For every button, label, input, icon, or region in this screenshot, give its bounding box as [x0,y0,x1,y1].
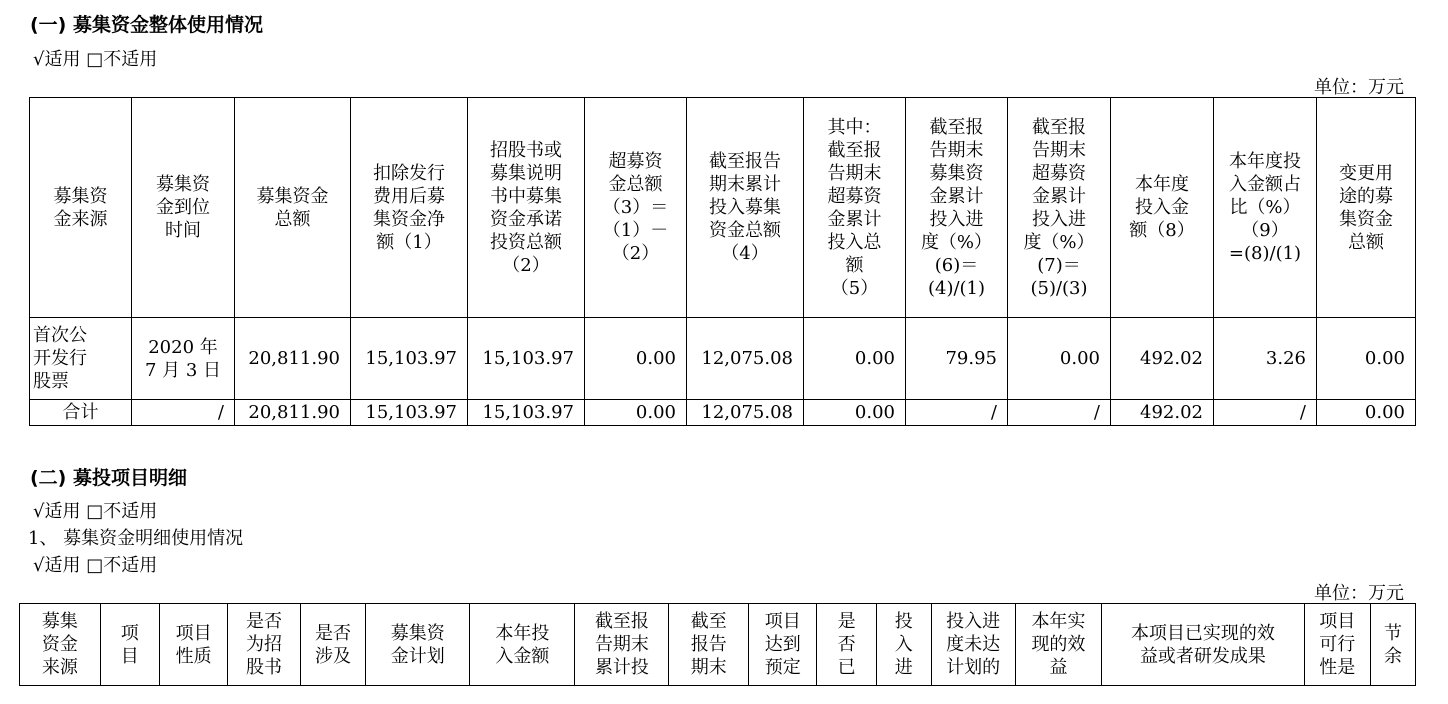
table-cell: / [132,400,235,426]
column-header: 投入进 度未达 计划的 [931,604,1015,686]
table-cell: / [1008,400,1111,426]
column-header: 超募资 金总额 （3）＝ （1）－ （2） [585,98,687,318]
column-header: 是否 涉及 [300,604,365,686]
column-header: 节 余 [1370,604,1415,686]
column-header: 项目 达到 预定 [749,604,817,686]
column-header: 本年度 投入金 额（8） [1111,98,1214,318]
column-header: 是否 为招 股书 [228,604,301,686]
table-cell: 0.00 [1008,318,1111,400]
column-header: 募集资金 总额 [235,98,351,318]
column-header: 本项目已实现的效 益或者研发成果 [1102,604,1304,686]
column-header: 募集资 金来源 [30,98,132,318]
table-header-row [20,604,1416,686]
column-header: 本年投 入金额 [470,604,575,686]
column-header: 投 入 进 [876,604,931,686]
table-cell: / [906,400,1008,426]
fund-overview-table [29,97,1416,426]
table-cell: / [1214,400,1317,426]
unit-label: 单位：万元 [1314,77,1404,98]
row-label-cell: 合计 [30,400,132,426]
table-cell: 12,075.08 [687,318,804,400]
subsection-title: 1、 募集资金明细使用情况 [28,528,244,549]
row-label-cell: 首次公 开发行 股票 [30,318,132,400]
column-header: 截至 报告 期末 [669,604,749,686]
column-header: 本年度投 入金额占 比（%） （9） =(8)/(1) [1214,98,1317,318]
table-cell: 15,103.97 [468,318,585,400]
table-cell: 0.00 [585,318,687,400]
column-header: 是 否 已 [817,604,876,686]
table-cell: 0.00 [804,318,906,400]
table-cell: 2020 年 7 月 3 日 [132,318,235,400]
column-header: 其中： 截至报 告期末 超募资 金累计 投入总 额 （5） [804,98,906,318]
table-cell: 0.00 [585,400,687,426]
column-header: 截至报 告期末 累计投 [575,604,669,686]
column-header: 截至报告 期末累计 投入募集 资金总额 （4） [687,98,804,318]
applicable-checkbox-line: √适用 □不适用 [33,501,158,522]
table-cell: 492.02 [1111,400,1214,426]
section2-title: (二) 募投项目明细 [30,467,187,489]
table-cell: 0.00 [1317,400,1416,426]
table-row-total [30,400,1416,426]
table-cell: 0.00 [804,400,906,426]
table-cell: 12,075.08 [687,400,804,426]
column-header: 变更用 途的募 集资金 总额 [1317,98,1416,318]
table-cell: 492.02 [1111,318,1214,400]
column-header: 本年实 现的效 益 [1015,604,1102,686]
table-cell: 20,811.90 [235,318,351,400]
column-header: 招股书或 募集说明 书中募集 资金承诺 投资总额 （2） [468,98,585,318]
applicable-checkbox-line: √适用 □不适用 [33,555,158,576]
table-cell: 20,811.90 [235,400,351,426]
column-header: 截至报 告期末 募集资 金累计 投入进 度（%） (6)＝ (4)/(1) [906,98,1008,318]
project-detail-table [19,603,1416,686]
section1-title: (一) 募集资金整体使用情况 [30,14,263,36]
column-header: 募集资 金到位 时间 [132,98,235,318]
table-row [30,318,1416,400]
table-cell: 79.95 [906,318,1008,400]
column-header: 项目 性质 [159,604,227,686]
column-header: 项 目 [100,604,159,686]
column-header: 募集资 金计划 [366,604,470,686]
applicable-checkbox-line: √适用 □不适用 [33,49,158,70]
column-header: 项目 可行 性是 [1304,604,1370,686]
column-header: 扣除发行 费用后募 集资金净 额（1） [351,98,468,318]
table-cell: 3.26 [1214,318,1317,400]
unit-label: 单位：万元 [1314,583,1404,604]
table-cell: 15,103.97 [351,318,468,400]
table-cell: 15,103.97 [468,400,585,426]
table-cell: 0.00 [1317,318,1416,400]
column-header: 募集 资金 来源 [20,604,101,686]
table-cell: 15,103.97 [351,400,468,426]
column-header: 截至报 告期末 超募资 金累计 投入进 度（%） (7)＝ (5)/(3) [1008,98,1111,318]
table-header-row [30,98,1416,318]
